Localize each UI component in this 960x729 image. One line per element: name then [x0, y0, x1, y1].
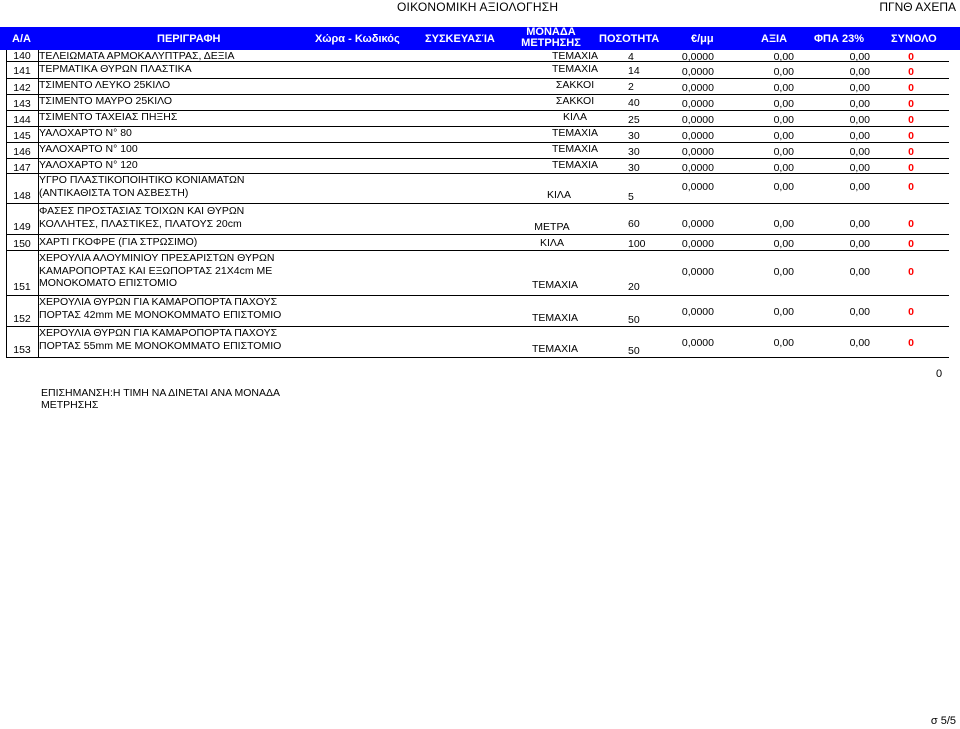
- row-total: 0: [908, 218, 914, 230]
- row-quantity: 25: [628, 114, 640, 126]
- row-description: [39, 159, 138, 172]
- row-price-per-unit: 0,0000: [681, 66, 714, 78]
- row-unit: ΣΑΚΚΟΙ: [555, 79, 595, 91]
- table-row: [6, 62, 949, 79]
- row-total: 0: [908, 130, 914, 142]
- table-row: [6, 79, 949, 95]
- row-description: [39, 296, 281, 321]
- row-number: 150: [13, 238, 31, 250]
- row-total: 0: [908, 114, 914, 126]
- row-value: 0,00: [773, 162, 794, 174]
- description-line: ΠΟΡΤΑΣ 42mm ΜΕ ΜΟΝΟΚΟΜΜΑΤΟ ΕΠΙΣΤΟΜΙΟ: [39, 308, 282, 321]
- description-line: ΥΑΛΟΧΑΡΤΟ Ν° 80: [39, 127, 132, 139]
- row-price-per-unit: 0,0000: [681, 238, 714, 250]
- row-value: 0,00: [773, 218, 794, 230]
- description-line: ΜΟΝΟΚΟΜΑΤΟ ΕΠΙΣΤΟΜΙΟ: [39, 277, 178, 289]
- row-quantity: 4: [628, 51, 634, 63]
- col-price-per-unit: €/μμ: [691, 33, 714, 45]
- description-line: ΤΕΛΕΙΩΜΑΤΑ ΑΡΜΟΚΑΛΥΠΤΡΑΣ, ΔΕΞΙΑ: [39, 50, 235, 62]
- row-value: 0,00: [773, 82, 794, 94]
- row-vat: 0,00: [849, 162, 870, 174]
- row-description: [39, 205, 244, 230]
- row-description: [39, 327, 281, 352]
- row-unit: ΤΕΜΑΧΙΑ: [551, 63, 599, 75]
- row-description: [39, 50, 234, 63]
- row-value: 0,00: [773, 98, 794, 110]
- description-line: ΦΑΣΕΣ ΠΡΟΣΤΑΣΙΑΣ ΤΟΙΧΩΝ ΚΑΙ ΘΥΡΩΝ: [39, 205, 245, 217]
- row-description: [39, 236, 197, 249]
- row-vat: 0,00: [849, 98, 870, 110]
- side-total: 0: [936, 368, 943, 380]
- description-line: ΧΕΡΟΥΛΙΑ ΘΥΡΩΝ ΓΙΑ ΚΑΜΑΡΟΠΟΡΤΑ ΠΑΧΟΥΣ: [39, 327, 278, 339]
- table-row: [6, 143, 949, 159]
- row-total: 0: [908, 266, 914, 278]
- row-description: [39, 143, 138, 156]
- row-unit: ΚΙΛΑ: [563, 111, 587, 123]
- description-line: (ΑΝΤΙΚΑΘΙΣΤΑ ΤΟΝ ΑΣΒΕΣΤΗ): [39, 186, 189, 199]
- row-quantity: 50: [628, 314, 640, 326]
- row-number: 143: [13, 98, 31, 110]
- row-vat: 0,00: [849, 130, 870, 142]
- row-number: 145: [13, 130, 31, 142]
- row-value: 0,00: [773, 238, 794, 250]
- row-unit: ΚΙΛΑ: [547, 189, 571, 201]
- table-row: [6, 174, 949, 204]
- organization-name: ΠΓΝΘ ΑΧΕΠΑ: [879, 0, 956, 14]
- table-row: [6, 327, 949, 358]
- description-line: ΚΟΛΛΗΤΕΣ, ΠΛΑΣΤΙΚΕΣ, ΠΛΑΤΟΥΣ 20cm: [39, 217, 242, 230]
- row-quantity: 50: [628, 345, 640, 357]
- row-total: 0: [908, 98, 914, 110]
- description-line: ΧΕΡΟΥΛΙΑ ΑΛΟΥΜΙΝΙΟΥ ΠΡΕΣΑΡΙΣΤΩΝ ΘΥΡΩΝ: [39, 252, 275, 264]
- row-number: 141: [13, 65, 31, 77]
- row-value: 0,00: [773, 66, 794, 78]
- row-value: 0,00: [773, 306, 794, 318]
- row-number: 151: [13, 281, 31, 293]
- row-quantity: 60: [628, 218, 640, 230]
- row-quantity: 20: [628, 281, 640, 293]
- row-unit: ΤΕΜΑΧΙΑ: [551, 127, 599, 139]
- row-description: [39, 95, 172, 108]
- row-number: 142: [13, 82, 31, 94]
- row-price-per-unit: 0,0000: [681, 266, 714, 278]
- row-vat: 0,00: [849, 238, 870, 250]
- row-unit: ΤΕΜΑΧΙΑ: [531, 279, 579, 291]
- table-row: [6, 111, 949, 127]
- col-total: ΣΥΝΟΛΟ: [891, 33, 937, 45]
- description-line: ΥΑΛΟΧΑΡΤΟ Ν° 100: [39, 143, 138, 155]
- row-number: 149: [13, 221, 31, 233]
- row-total: 0: [908, 306, 914, 318]
- row-value: 0,00: [773, 51, 794, 63]
- row-quantity: 30: [628, 146, 640, 158]
- row-total: 0: [908, 238, 914, 250]
- table-row: [6, 127, 949, 143]
- row-quantity: 30: [628, 130, 640, 142]
- row-description: [39, 79, 170, 92]
- row-price-per-unit: 0,0000: [681, 114, 714, 126]
- row-total: 0: [908, 51, 914, 63]
- row-description: [39, 63, 192, 76]
- row-vat: 0,00: [849, 51, 870, 63]
- description-line: ΧΕΡΟΥΛΙΑ ΘΥΡΩΝ ΓΙΑ ΚΑΜΑΡΟΠΟΡΤΑ ΠΑΧΟΥΣ: [39, 296, 278, 308]
- description-line: ΧΑΡΤΙ ΓΚΟΦΡΕ (ΓΙΑ ΣΤΡΩΣΙΜΟ): [39, 236, 198, 248]
- description-line: ΤΣΙΜΕΝΤΟ ΜΑΥΡΟ 25ΚΙΛΟ: [39, 95, 173, 107]
- row-quantity: 5: [628, 191, 634, 203]
- table-row: [6, 204, 949, 235]
- row-vat: 0,00: [849, 114, 870, 126]
- row-description: [39, 111, 177, 124]
- description-line: ΤΣΙΜΕΝΤΟ ΤΑΧΕΙΑΣ ΠΗΞΗΣ: [39, 111, 178, 123]
- description-line: ΥΑΛΟΧΑΡΤΟ Ν° 120: [39, 159, 138, 171]
- row-vat: 0,00: [849, 181, 870, 193]
- row-price-per-unit: 0,0000: [681, 51, 714, 63]
- row-total: 0: [908, 146, 914, 158]
- row-quantity: 40: [628, 97, 640, 109]
- page-title: ΟΙΚΟΝΟΜΙΚΗ ΑΞΙΟΛΟΓΗΣΗ: [397, 0, 559, 14]
- row-total: 0: [908, 162, 914, 174]
- col-vat: ΦΠΑ 23%: [814, 33, 864, 45]
- row-price-per-unit: 0,0000: [681, 98, 714, 110]
- row-description: [39, 127, 132, 140]
- row-number: 148: [13, 190, 31, 202]
- row-vat: 0,00: [849, 82, 870, 94]
- row-number: 146: [13, 146, 31, 158]
- table-header: [0, 27, 960, 50]
- row-number: 140: [13, 50, 31, 62]
- row-price-per-unit: 0,0000: [681, 218, 714, 230]
- row-quantity: 100: [628, 238, 646, 250]
- row-vat: 0,00: [849, 306, 870, 318]
- row-value: 0,00: [773, 130, 794, 142]
- description-line: ΥΓΡΟ ΠΛΑΣΤΙΚΟΠΟΙΗΤΙΚΟ ΚΟΝΙΑΜΑΤΩΝ: [39, 174, 245, 186]
- table-row: [6, 95, 949, 111]
- row-unit: ΣΑΚΚΟΙ: [555, 95, 595, 107]
- col-unit-line2: ΜΕΤΡΗΣΗΣ: [521, 37, 581, 49]
- row-unit: ΜΕΤΡΑ: [534, 221, 570, 233]
- table-row: [6, 50, 949, 62]
- row-total: 0: [908, 82, 914, 94]
- row-number: 152: [13, 313, 31, 325]
- table-row: [6, 159, 949, 174]
- row-value: 0,00: [773, 181, 794, 193]
- description-line: ΤΕΡΜΑΤΙΚΑ ΘΥΡΩΝ ΠΛΑΣΤΙΚΑ: [39, 63, 192, 75]
- row-quantity: 14: [628, 65, 640, 77]
- row-unit: ΤΕΜΑΧΙΑ: [551, 50, 599, 62]
- row-vat: 0,00: [849, 146, 870, 158]
- page-number: σ 5/5: [930, 715, 956, 727]
- row-number: 147: [13, 162, 31, 174]
- row-unit: ΤΕΜΑΧΙΑ: [551, 159, 599, 171]
- col-country-code: Χώρα - Κωδικός: [315, 33, 400, 45]
- row-value: 0,00: [773, 146, 794, 158]
- row-price-per-unit: 0,0000: [681, 130, 714, 142]
- row-total: 0: [908, 181, 914, 193]
- row-price-per-unit: 0,0000: [681, 82, 714, 94]
- row-value: 0,00: [773, 266, 794, 278]
- description-line: ΠΟΡΤΑΣ 55mm ΜΕ ΜΟΝΟΚΟΜΜΑΤΟ ΕΠΙΣΤΟΜΙΟ: [39, 339, 282, 352]
- row-price-per-unit: 0,0000: [681, 337, 714, 349]
- row-unit: ΤΕΜΑΧΙΑ: [531, 312, 579, 324]
- row-vat: 0,00: [849, 266, 870, 278]
- row-description: [39, 252, 274, 290]
- table-row: [6, 296, 949, 327]
- table-row: [6, 251, 949, 296]
- row-price-per-unit: 0,0000: [681, 146, 714, 158]
- col-quantity: ΠΟΣΟΤΗΤΑ: [599, 33, 660, 45]
- col-unit: [516, 27, 586, 49]
- row-value: 0,00: [773, 337, 794, 349]
- col-unit-line1: ΜΟΝΑΔΑ: [526, 26, 576, 38]
- row-number: 153: [13, 344, 31, 356]
- row-price-per-unit: 0,0000: [681, 306, 714, 318]
- row-unit: ΤΕΜΑΧΙΑ: [551, 143, 599, 155]
- row-vat: 0,00: [849, 218, 870, 230]
- row-total: 0: [908, 66, 914, 78]
- items-table: [6, 50, 949, 358]
- col-value: ΑΞΙΑ: [761, 33, 788, 45]
- row-description: [39, 174, 244, 199]
- description-line: ΤΣΙΜΕΝΤΟ ΛΕΥΚΟ 25ΚΙΛΟ: [39, 79, 171, 91]
- pricing-note: ΕΠΙΣΗΜΑΝΣΗ:Η ΤΙΜΗ ΝΑ ΔΙΝΕΤΑΙ ΑΝΑ ΜΟΝΑΔΑ ΜΕΤΡΗΣΗΣ: [41, 387, 280, 411]
- row-unit: ΚΙΛΑ: [540, 237, 564, 249]
- row-quantity: 2: [628, 81, 634, 93]
- row-value: 0,00: [773, 114, 794, 126]
- row-number: 144: [13, 114, 31, 126]
- row-vat: 0,00: [849, 337, 870, 349]
- col-description: ΠΕΡΙΓΡΑΦΗ: [157, 33, 221, 45]
- row-price-per-unit: 0,0000: [681, 181, 714, 193]
- col-aa: Α/Α: [12, 33, 31, 45]
- row-vat: 0,00: [849, 66, 870, 78]
- table-row: [6, 235, 949, 251]
- row-unit: ΤΕΜΑΧΙΑ: [531, 343, 579, 355]
- row-total: 0: [908, 337, 914, 349]
- row-price-per-unit: 0,0000: [681, 162, 714, 174]
- description-line: ΚΑΜΑΡΟΠΟΡΤΑΣ ΚΑΙ ΕΞΩΠΟΡΤΑΣ 21Χ4cm ΜΕ: [39, 264, 273, 277]
- col-package: ΣΥΣΚΕΥΑΣΊΑ: [425, 33, 495, 45]
- row-quantity: 30: [628, 162, 640, 174]
